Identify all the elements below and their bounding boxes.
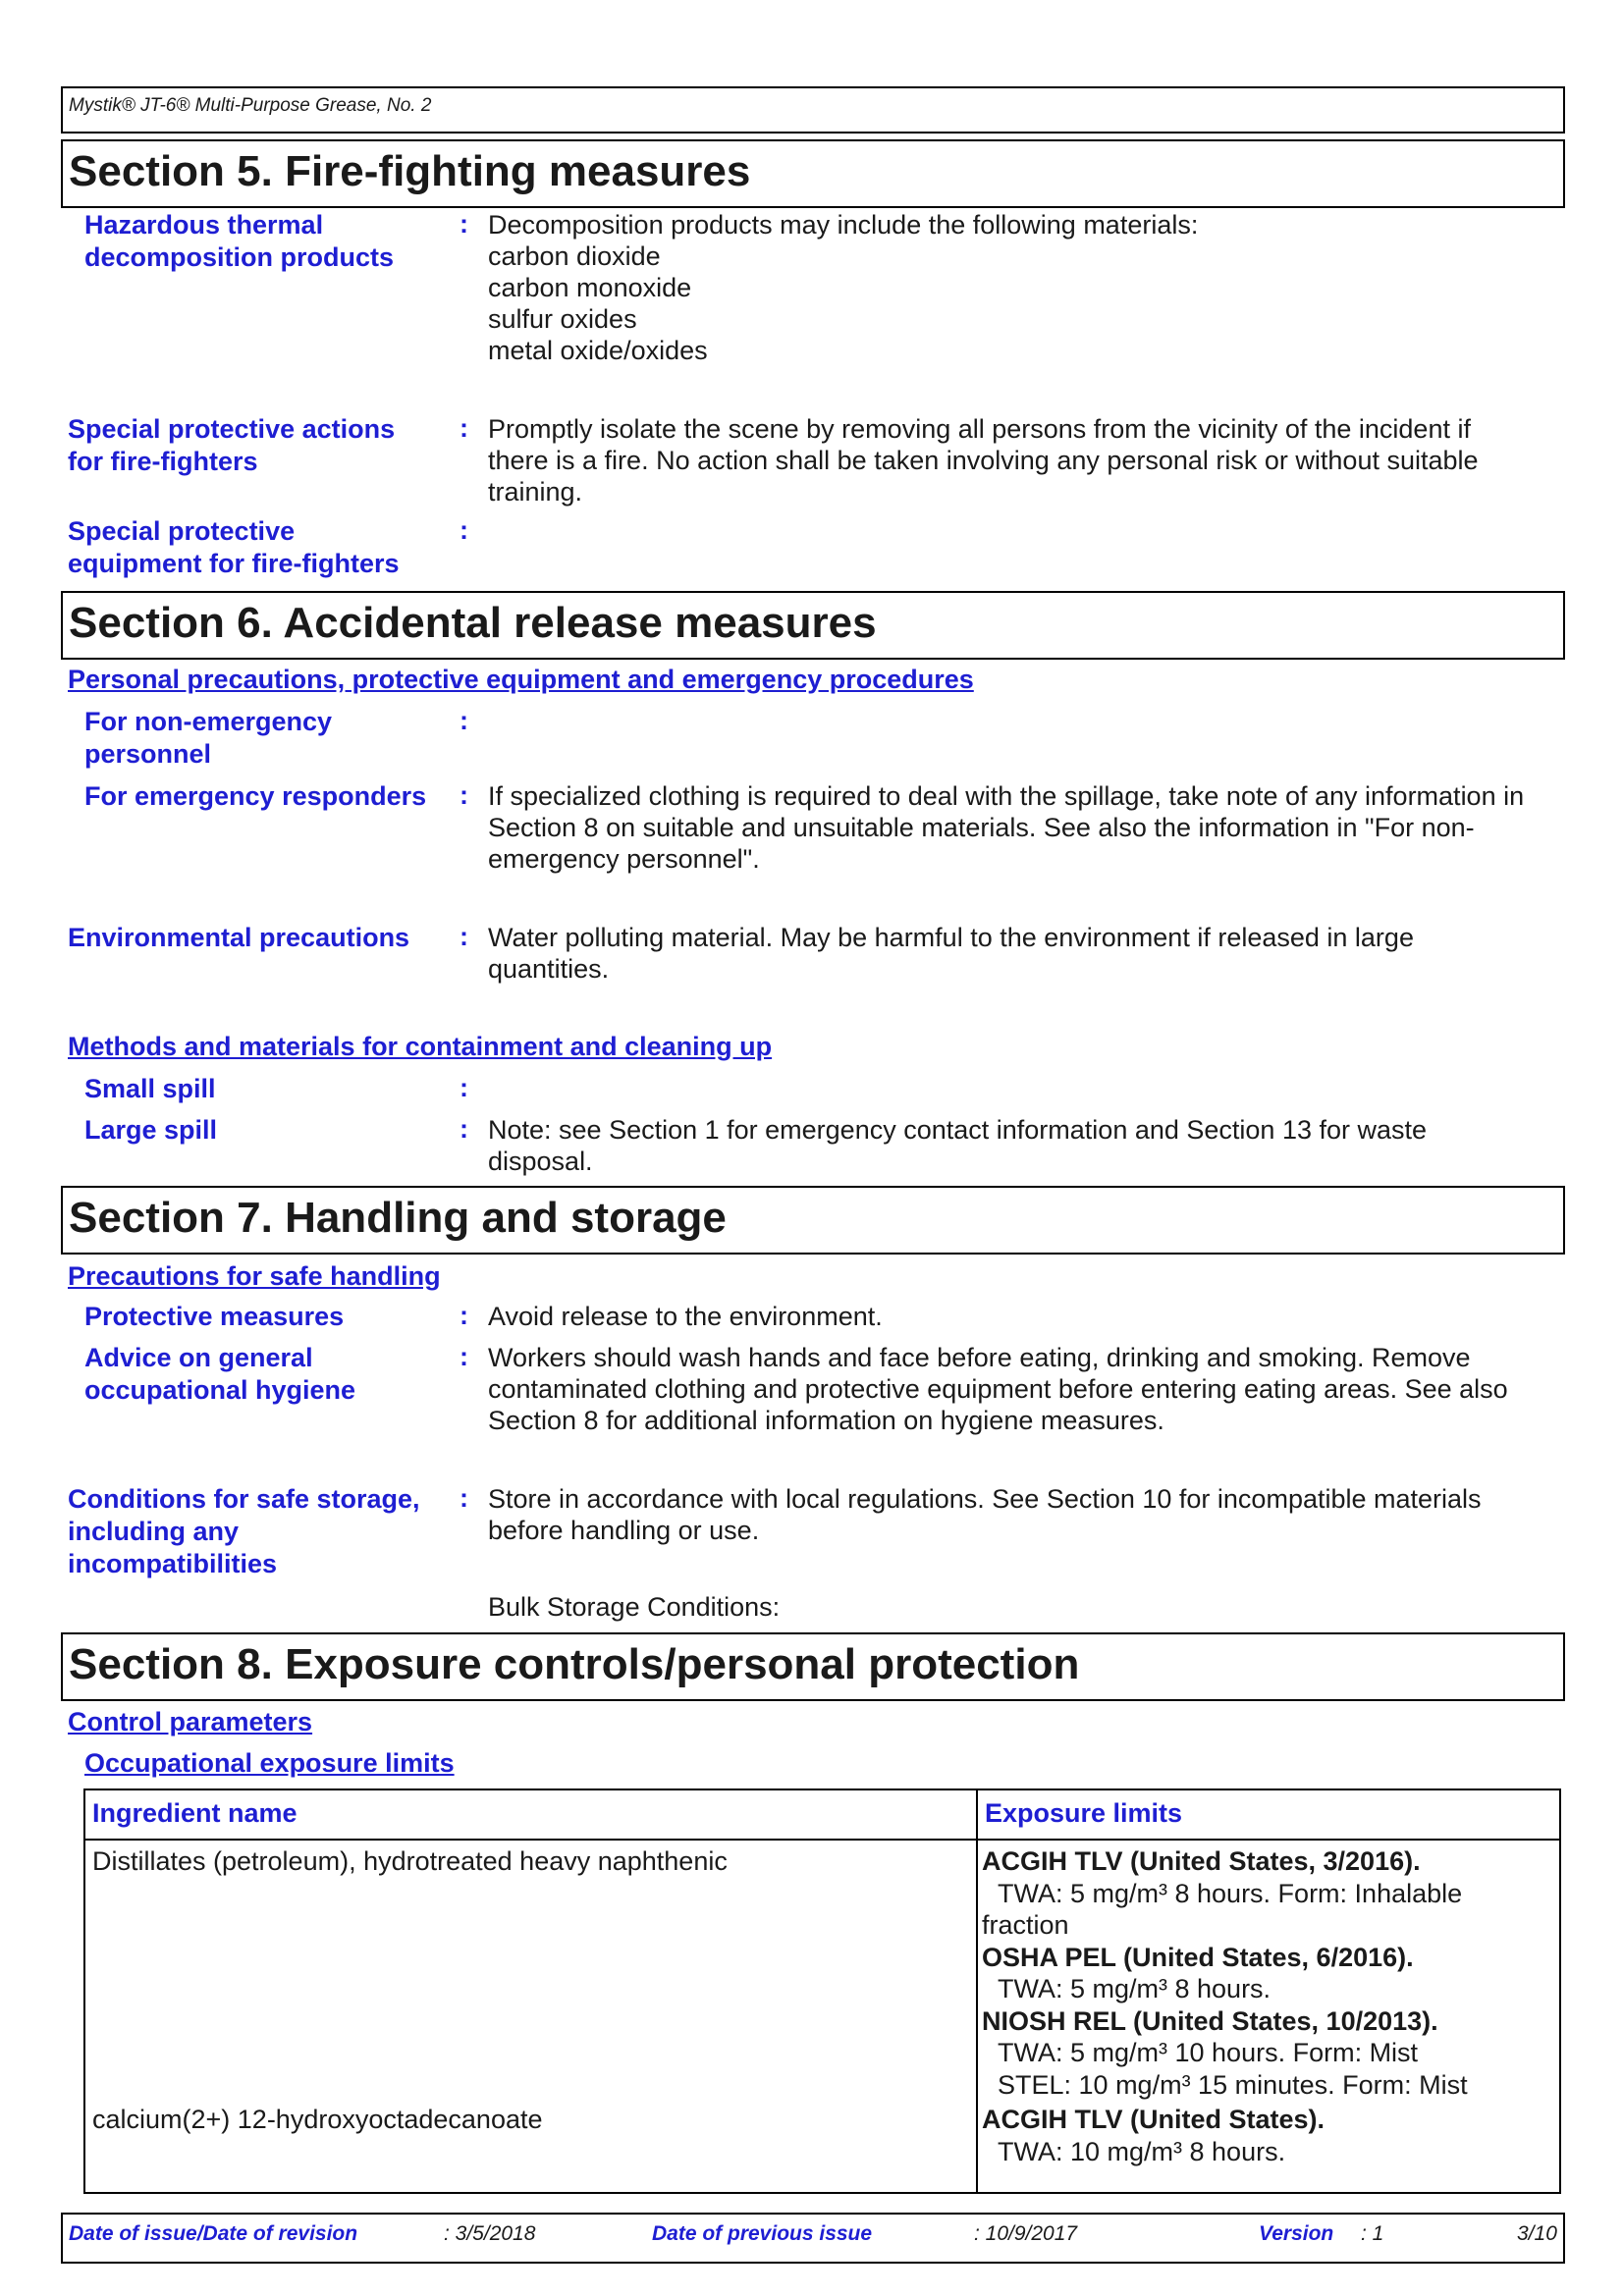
- table-row-ingredient: calcium(2+) 12-hydroxyoctadecanoate: [92, 2105, 543, 2134]
- methods-heading: Methods and materials for containment and cleaning up: [68, 1032, 773, 1061]
- colon: :: [460, 706, 468, 735]
- colon: :: [460, 1114, 468, 1144]
- section-8-title: Section 8. Exposure controls/personal protection: [61, 1632, 1565, 1701]
- oel-heading: Occupational exposure limits: [84, 1748, 455, 1778]
- colon: :: [460, 209, 468, 239]
- emergency-responders-label: For emergency responders: [84, 781, 427, 811]
- colon: :: [460, 1342, 468, 1371]
- hygiene-value: Workers should wash hands and face before eating, drinking and smoking. Remove contaminated clothing and protective equipment before entering eating areas. See also Section 8 for additional information on hygiene measures.: [488, 1343, 1508, 1435]
- storage-value: Store in accordance with local regulations. See Section 10 for incompatible materials before handling or use.: [488, 1484, 1482, 1545]
- large-spill-value: Note: see Section 1 for emergency contact information and Section 13 for waste disposal.: [488, 1115, 1428, 1176]
- precautions-heading: Precautions for safe handling: [68, 1261, 441, 1291]
- hazardous-decomposition-value: Decomposition products may include the following materials: carbon dioxide carbon monoxide sulfur oxides metal oxide/oxides: [488, 210, 1199, 365]
- table-row-limits: ACGIH TLV (United States). TWA: 10 mg/m³ 8 hours.: [982, 2105, 1325, 2166]
- table-row-limits: ACGIH TLV (United States, 3/2016). TWA: 5 mg/m³ 8 hours. Form: Inhalable fraction OSHA PEL (United States, 6/2016). TWA: 5 mg/m³ 8 hours. NIOSH REL (United States, 10/2013). TWA: 5 mg/m³ 10 hours. Form: Mist STEL: 10 mg/m³ 15 minutes. Form: Mist: [982, 1846, 1468, 2100]
- colon: :: [460, 1301, 468, 1330]
- large-spill-label: Large spill: [84, 1115, 218, 1145]
- column-header-ingredient: Ingredient name: [92, 1798, 298, 1828]
- product-name: Mystik® JT-6® Multi-Purpose Grease, No. 2: [69, 95, 432, 116]
- section-5-title: Section 5. Fire-fighting measures: [61, 139, 1565, 208]
- environmental-precautions-label: Environmental precautions: [68, 923, 410, 952]
- special-actions-value: Promptly isolate the scene by removing all persons from the vicinity of the incident if there is a fire. No action shall be taken involving any personal risk or without suitable training.: [488, 414, 1479, 507]
- hazardous-decomposition-label: Hazardous thermal decomposition products: [84, 210, 395, 272]
- control-parameters-heading: Control parameters: [68, 1707, 313, 1736]
- issue-date-label: Date of issue/Date of revision: [69, 2222, 358, 2245]
- special-actions-label: Special protective actions for fire-fighters: [68, 414, 396, 476]
- colon: :: [460, 922, 468, 951]
- emergency-responders-value: If specialized clothing is required to deal with the spillage, take note of any information in Section 8 on suitable and unsuitable materials. See also the information in "For non- emergency personnel".: [488, 781, 1525, 874]
- column-header-exposure: Exposure limits: [985, 1798, 1183, 1828]
- personal-precautions-heading: Personal precautions, protective equipment and emergency procedures: [68, 665, 974, 694]
- previous-issue-label: Date of previous issue: [652, 2222, 873, 2245]
- version-label: Version: [1259, 2222, 1334, 2245]
- protective-measures-value: Avoid release to the environment.: [488, 1302, 883, 1331]
- issue-date-value: : 3/5/2018: [444, 2222, 536, 2245]
- table-header-divider: [83, 1839, 1561, 1841]
- previous-issue-value: : 10/9/2017: [974, 2222, 1078, 2245]
- small-spill-label: Small spill: [84, 1074, 216, 1103]
- protective-measures-label: Protective measures: [84, 1302, 345, 1331]
- non-emergency-label: For non-emergency personnel: [84, 707, 333, 769]
- colon: :: [460, 515, 468, 545]
- colon: :: [460, 1483, 468, 1513]
- page-number: 3/10: [1517, 2222, 1557, 2245]
- section-6-title: Section 6. Accidental release measures: [61, 591, 1565, 660]
- section-7-title: Section 7. Handling and storage: [61, 1186, 1565, 1255]
- storage-label: Conditions for safe storage, including any incompatibilities: [68, 1484, 420, 1578]
- colon: :: [460, 413, 468, 443]
- table-divider: [976, 1789, 978, 2194]
- environmental-precautions-value: Water polluting material. May be harmful to the environment if released in large quantities.: [488, 923, 1414, 984]
- hygiene-label: Advice on general occupational hygiene: [84, 1343, 356, 1405]
- special-equipment-label: Special protective equipment for fire-fighters: [68, 516, 400, 578]
- bulk-storage: Bulk Storage Conditions:: [488, 1592, 781, 1622]
- version-value: : 1: [1361, 2222, 1384, 2245]
- colon: :: [460, 780, 468, 810]
- table-row-ingredient: Distillates (petroleum), hydrotreated heavy naphthenic: [92, 1846, 728, 1876]
- colon: :: [460, 1073, 468, 1102]
